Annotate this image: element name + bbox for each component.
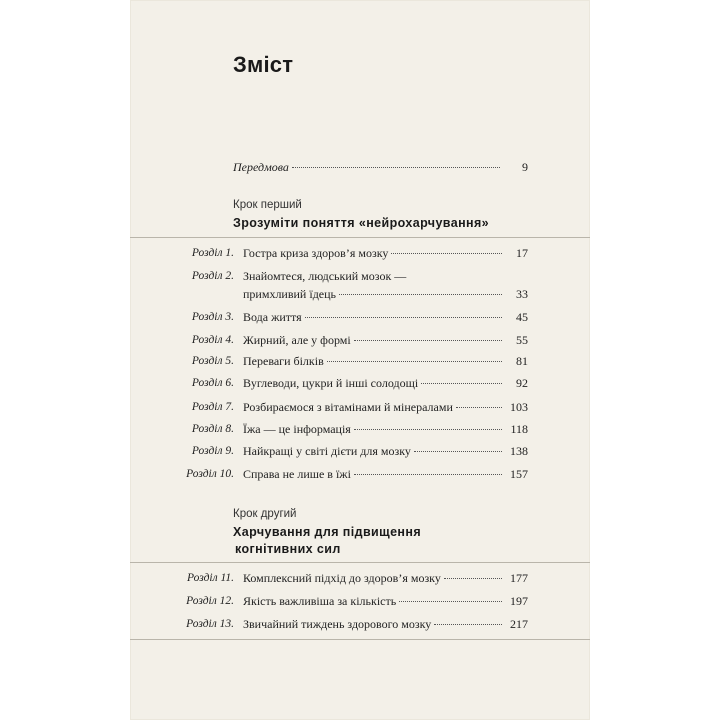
entry-title: Якість важливіша за кількість [243, 594, 397, 608]
entry-title: Передмова [233, 160, 289, 174]
entry-title: Гостра криза здоров’я мозку [243, 246, 389, 260]
leader-dots [434, 624, 502, 625]
part-title-continuation: когнітивних сил [235, 542, 341, 556]
page-number: 197 [510, 594, 528, 608]
leader-dots [391, 253, 502, 254]
divider [130, 639, 590, 640]
page-number: 9 [522, 160, 528, 174]
divider [130, 237, 590, 238]
toc-entry[interactable] [130, 269, 590, 289]
entry-title: Найкращі у світі дієти для мозку [243, 444, 411, 458]
leader-dots [444, 578, 502, 579]
page-number: 177 [510, 571, 528, 585]
leader-dots [354, 474, 502, 475]
chapter-label: Розділ 4. [191, 334, 234, 346]
page-number: 55 [516, 333, 528, 347]
leader-dots [399, 601, 502, 602]
part-title: Зрозуміти поняття «нейрохарчування» [233, 216, 490, 230]
chapter-label: Розділ 1. [191, 247, 234, 259]
leader-dots [421, 383, 502, 384]
part-label: Крок перший [233, 199, 302, 211]
part-label: Крок другий [233, 508, 297, 520]
toc-entry-continuation[interactable] [130, 287, 590, 307]
page-number: 17 [516, 246, 528, 260]
entry-title: Справа не лише в їжі [243, 467, 351, 481]
chapter-label: Розділ 12. [186, 595, 234, 607]
chapter-label: Розділ 11. [187, 572, 234, 584]
toc-entry[interactable] [130, 467, 590, 487]
leader-dots [354, 340, 502, 341]
leader-dots [339, 294, 502, 295]
toc-entry[interactable] [130, 354, 590, 374]
page-number: 217 [510, 617, 528, 631]
toc-entry[interactable] [130, 594, 590, 614]
leader-dots [292, 167, 500, 168]
page-number: 118 [510, 422, 528, 436]
chapter-label: Розділ 6. [191, 377, 234, 389]
leader-dots [414, 451, 502, 452]
part-title: Харчування для підвищення [233, 525, 422, 539]
entry-title: Звичайний тиждень здорового мозку [243, 617, 432, 631]
toc-entry-preface[interactable] [130, 160, 590, 180]
chapter-label: Розділ 9. [191, 445, 234, 457]
page-title: Зміст [233, 52, 294, 77]
leader-dots [456, 407, 502, 408]
chapter-label: Розділ 8. [191, 423, 234, 435]
toc-entry[interactable] [130, 400, 590, 420]
entry-title: Вода життя [243, 310, 302, 324]
leader-dots [354, 429, 502, 430]
entry-title: Розбираємося з вітамінами й мінералами [243, 400, 453, 414]
entry-title: Переваги білків [243, 354, 324, 368]
toc-entry[interactable] [130, 333, 590, 353]
entry-title: Вуглеводи, цукри й інші солодощі [243, 376, 419, 390]
chapter-label: Розділ 7. [191, 401, 234, 413]
leader-dots [305, 317, 502, 318]
toc-entry[interactable] [130, 617, 590, 637]
chapter-label: Розділ 3. [191, 311, 234, 323]
page-number: 92 [516, 376, 528, 390]
toc-entry[interactable] [130, 310, 590, 330]
entry-title: Знайомтеся, людський мозок — [243, 269, 407, 283]
page-number: 81 [516, 354, 528, 368]
toc-entry[interactable] [130, 422, 590, 442]
entry-title: Жирний, але у формі [243, 333, 351, 347]
page-number: 103 [510, 400, 528, 414]
page-number: 138 [510, 444, 528, 458]
toc-entry[interactable] [130, 246, 590, 266]
page-number: 33 [516, 287, 528, 301]
entry-title: Комплексний підхід до здоров’я мозку [243, 571, 441, 585]
page-number: 45 [516, 310, 528, 324]
chapter-label: Розділ 5. [191, 355, 234, 367]
book-page [130, 0, 590, 720]
toc-entry[interactable] [130, 376, 590, 396]
leader-dots [327, 361, 502, 362]
toc-entry[interactable] [130, 571, 590, 591]
entry-title: примхливий їдець [243, 287, 337, 301]
chapter-label: Розділ 10. [186, 468, 234, 480]
chapter-label: Розділ 13. [186, 618, 234, 630]
toc-entry[interactable] [130, 444, 590, 464]
divider [130, 562, 590, 563]
chapter-label: Розділ 2. [191, 270, 234, 282]
entry-title: Їжа — це інформація [243, 422, 351, 436]
page-number: 157 [510, 467, 528, 481]
